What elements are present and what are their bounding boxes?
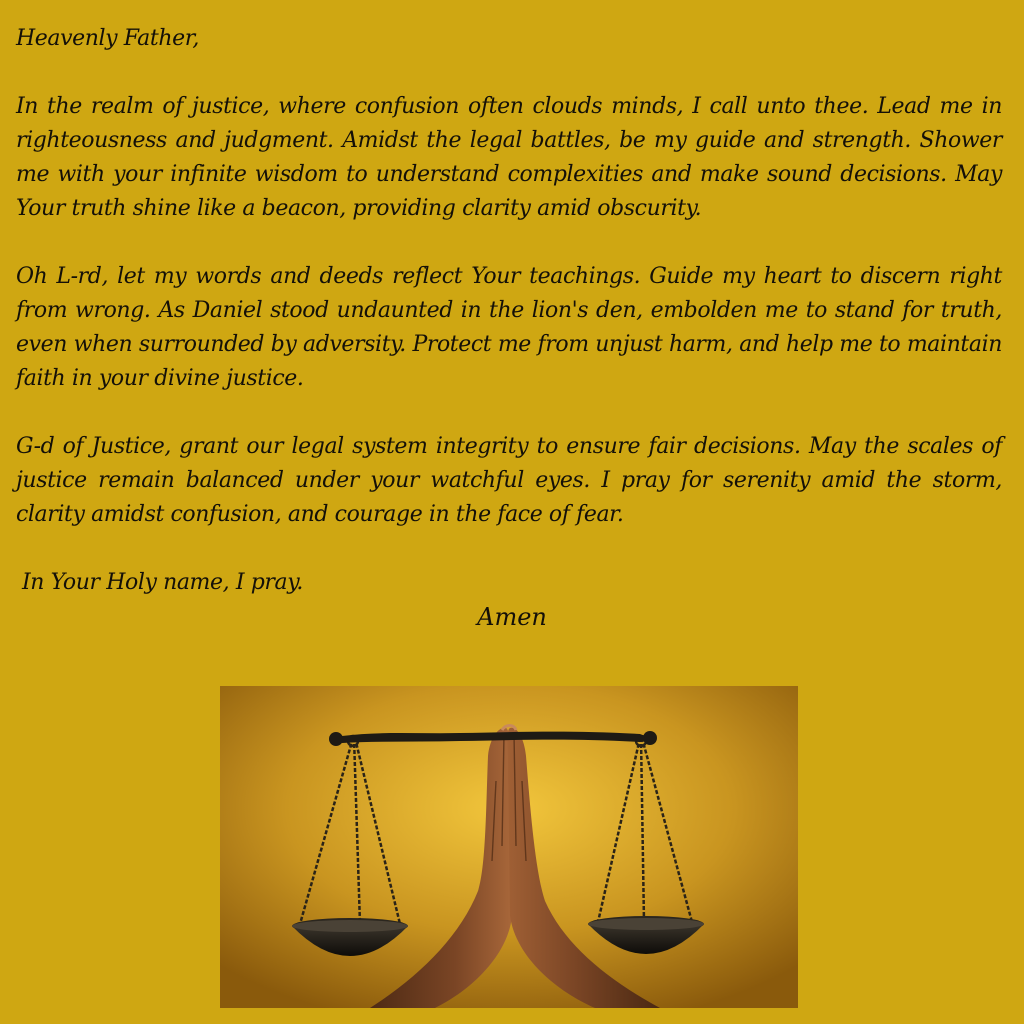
prayer-paragraph: Oh L-rd, let my words and deeds reflect Your teachings. Guide my heart to discern right from wrong. As Daniel stood undaunted in the lion's den, embolden me to stand for truth, even when surrounded by adversity. Protect me from unjust harm, and help me to maintain faith in your divine justice.	[16, 264, 1002, 391]
prayer-paragraph: In the realm of justice, where confusion often clouds minds, I call unto thee. Lead me in righteousness and judgment. Amidst the legal battles, be my guide and strength. Shower me with your infinite wisdom to understand complexities and make sound decisions. May Your truth shine like a beacon, providing clarity amid obscurity.	[16, 94, 1002, 221]
prayer-text	[16, 22, 1002, 600]
praying-hands-scales-image	[220, 686, 798, 1008]
closing-line: In Your Holy name, I pray.	[22, 570, 303, 595]
salutation: Heavenly Father,	[16, 26, 200, 51]
scales-of-justice-icon	[220, 686, 798, 1008]
spacer	[16, 532, 1002, 566]
prayer-paragraph: G-d of Justice, grant our legal system integrity to ensure fair decisions. May the scales of justice remain balanced under your watchful eyes. I pray for serenity amid the storm, clarity amidst confusion, and courage in the face of fear.	[16, 434, 1002, 527]
amen-text: Amen	[477, 603, 547, 631]
spacer	[16, 396, 1002, 430]
spacer	[16, 56, 1002, 90]
spacer	[16, 226, 1002, 260]
